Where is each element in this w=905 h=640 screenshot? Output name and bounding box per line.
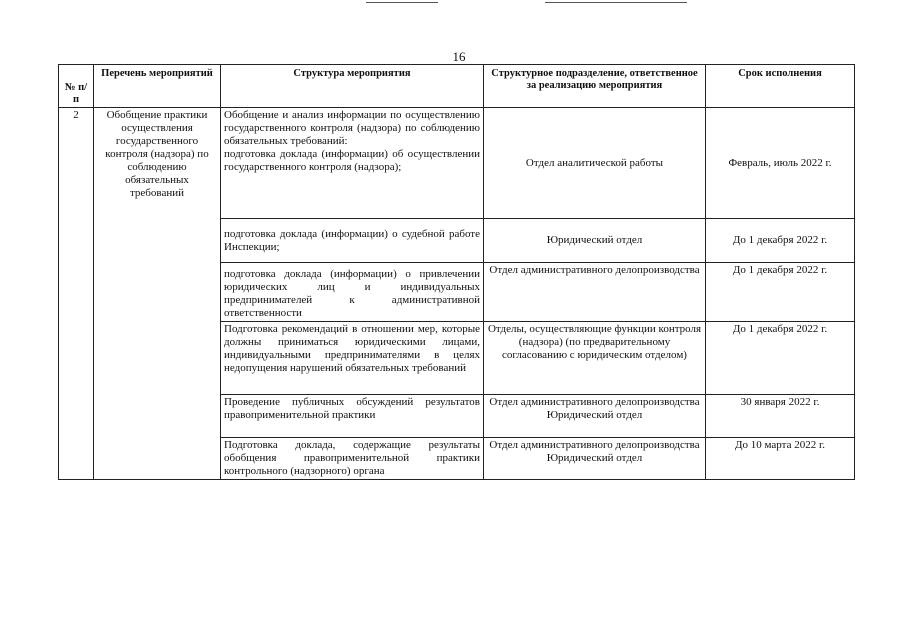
header-rule-right (545, 2, 687, 3)
header-rule-left (366, 2, 438, 3)
unit-cell: Юридический отдел (484, 219, 706, 263)
row-activity-list: Обобщение практики осуществления государственного контроля (надзора) по соблюдению обязательных требований (94, 108, 221, 480)
header-num: № п/п (59, 65, 94, 108)
deadline-cell: До 10 марта 2022 г. (706, 438, 855, 480)
header-deadline: Срок исполнения (706, 65, 855, 108)
deadline-cell: Февраль, июль 2022 г. (706, 108, 855, 219)
deadline-cell: До 1 декабря 2022 г. (706, 219, 855, 263)
page-number: 16 (452, 49, 466, 64)
unit-cell: Отдел административного делопроизводства Юридический отдел (484, 438, 706, 480)
structure-lead-text: Обобщение и анализ информации по осуществлению государственного контроля (надзора) по соблюдению обязательных требований: (224, 109, 480, 147)
header-list: Перечень мероприятий (94, 65, 221, 108)
unit-cell: Отдел административного делопроизводства Юридический отдел (484, 395, 706, 438)
header-structure: Структура мероприятия (221, 65, 484, 108)
structure-cell: подготовка доклада (информации) о привлечении юридических лиц и индивидуальных предпринимателей к административной ответственности (221, 263, 484, 322)
structure-cell: Подготовка доклада, содержащие результаты обобщения правоприменительной практики контрольного (надзорного) органа (221, 438, 484, 480)
structure-cell (221, 108, 484, 219)
structure-text: подготовка доклада (информации) об осуществлении государственного контроля (надзора); (224, 148, 480, 173)
table-header-row (59, 65, 855, 108)
unit-cell: Отделы, осуществляющие функции контроля (надзора) (по предварительному согласованию с юридическим отделом) (484, 322, 706, 395)
structure-cell: Подготовка рекомендаций в отношении мер, которые должны приниматься юридическими лицами, индивидуальными предпринимателями в целях недопущения нарушений обязательных требований (221, 322, 484, 395)
unit-cell: Отдел аналитической работы (484, 108, 706, 219)
structure-cell: подготовка доклада (информации) о судебной работе Инспекции; (221, 219, 484, 263)
header-unit: Структурное подразделение, ответственное за реализацию мероприятия (484, 65, 706, 108)
row-num: 2 (59, 108, 94, 480)
deadline-cell: До 1 декабря 2022 г. (706, 322, 855, 395)
deadline-cell: До 1 декабря 2022 г. (706, 263, 855, 322)
table-row (59, 108, 855, 219)
structure-cell: Проведение публичных обсуждений результатов правоприменительной практики (221, 395, 484, 438)
activities-table (58, 64, 855, 480)
unit-cell: Отдел административного делопроизводства (484, 263, 706, 322)
deadline-cell: 30 января 2022 г. (706, 395, 855, 438)
